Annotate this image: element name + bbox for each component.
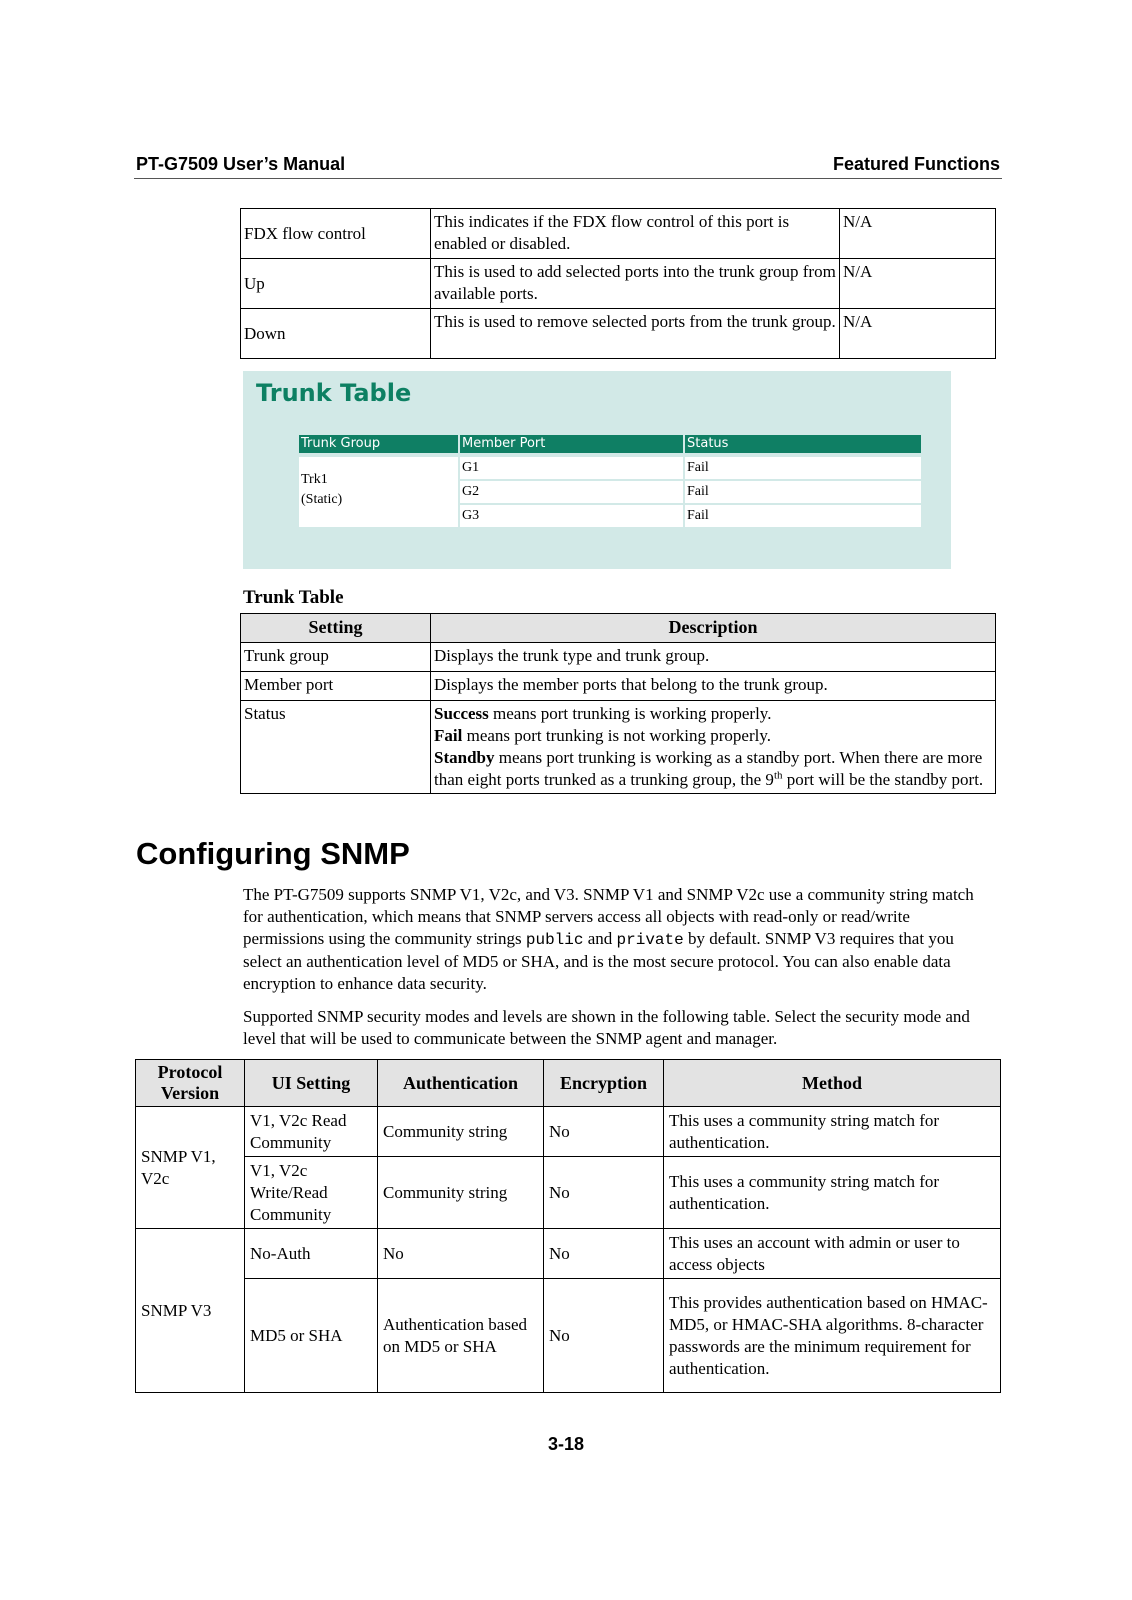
description-cell: This is used to add selected ports into the trunk group from available ports. (431, 259, 840, 309)
modes-paragraph: Supported SNMP security modes and levels are shown in the following table. Select the security mode and level that will be used to communicate between the SNMP agent and manager. (243, 1007, 970, 1048)
method-cell: This uses an account with admin or user to access objects (664, 1229, 1001, 1279)
method-cell: This uses a community string match for authentication. (664, 1107, 1001, 1157)
status-fail-line (434, 725, 992, 747)
table-row (241, 643, 996, 672)
trunk-table-screenshot (243, 371, 951, 569)
col-header-status: Status (685, 435, 921, 453)
encryption-cell: No (544, 1279, 664, 1393)
success-text: means port trunking is working properly. (488, 704, 772, 723)
default-cell: N/A (840, 259, 996, 309)
ui-setting-cell: No-Auth (245, 1229, 378, 1279)
header-rule (134, 178, 1002, 179)
col-header-encryption: Encryption (544, 1060, 664, 1107)
col-header-description: Description (431, 614, 996, 643)
authentication-cell: No (378, 1229, 544, 1279)
standby-text: means port trunking is working as a standby port. When there are more than eight ports trunked as a trunking group, the 9 (434, 748, 983, 789)
setting-cell: Status (241, 701, 431, 794)
trunk-group-name: Trk1 (301, 472, 328, 487)
description-cell: This is used to remove selected ports from the trunk group. (431, 309, 840, 359)
protocol-cell: SNMP V1, V2c (136, 1107, 245, 1229)
col-header-member-port: Member Port (460, 435, 683, 453)
ui-setting-cell: MD5 or SHA (245, 1279, 378, 1393)
col-header-setting: Setting (241, 614, 431, 643)
authentication-cell: Community string (378, 1107, 544, 1157)
member-port-cell: G2 (460, 481, 683, 503)
snmp-security-table (135, 1059, 1001, 1393)
authentication-cell: Authentication based on MD5 or SHA (378, 1279, 544, 1393)
method-cell: This provides authentication based on HMAC-MD5, or HMAC-SHA algorithms. 8-character passwords are the minimum requirement for authentication. (664, 1279, 1001, 1393)
method-cell: This uses a community string match for authentication. (664, 1157, 1001, 1229)
status-standby-line (434, 747, 992, 791)
default-cell: N/A (840, 309, 996, 359)
ui-setting-cell: V1, V2c Write/Read Community (245, 1157, 378, 1229)
status-success-line (434, 703, 992, 725)
setting-cell: Member port (241, 672, 431, 701)
col-header-authentication: Authentication (378, 1060, 544, 1107)
intro-text-b: by default. SNMP V3 requires that you select an authentication level of MD5 or SHA, and is the most secure protocol. You can also enable data encryption to enhance data security. (243, 929, 954, 993)
success-term: Success (434, 704, 489, 723)
status-cell: Fail (685, 505, 921, 527)
description-cell: Displays the member ports that belong to the trunk group. (431, 672, 996, 701)
standby-term: Standby (434, 748, 495, 767)
description-cell: Displays the trunk type and trunk group. (431, 643, 996, 672)
standby-text-end: port will be the standby port. (782, 770, 984, 789)
trunk-group-type: (Static) (301, 492, 343, 507)
encryption-cell: No (544, 1229, 664, 1279)
setting-cell: FDX flow control (241, 209, 431, 259)
intro-paragraph (243, 884, 995, 995)
status-cell: Fail (685, 481, 921, 503)
setting-cell: Trunk group (241, 643, 431, 672)
table-row (136, 1229, 1001, 1279)
table-row (241, 309, 996, 359)
manual-title: PT-G7509 User’s Manual (136, 154, 346, 174)
table-row (136, 1107, 1001, 1157)
section-title: Configuring SNMP (136, 836, 410, 871)
trunk-group-cell (299, 457, 458, 527)
chapter-title: Featured Functions (832, 154, 1000, 174)
setting-cell: Up (241, 259, 431, 309)
intro-text-and: and (583, 929, 617, 948)
col-header-trunk-group: Trunk Group (299, 435, 458, 453)
col-header-protocol: Protocol Version (136, 1060, 245, 1107)
description-cell: This indicates if the FDX flow control of this port is enabled or disabled. (431, 209, 840, 259)
ui-setting-cell: V1, V2c Read Community (245, 1107, 378, 1157)
encryption-cell: No (544, 1107, 664, 1157)
member-port-cell: G1 (460, 457, 683, 479)
authentication-cell: Community string (378, 1157, 544, 1229)
table-row (241, 209, 996, 259)
table-row (241, 701, 996, 794)
public-keyword: public (525, 931, 584, 949)
col-header-ui-setting: UI Setting (245, 1060, 378, 1107)
table-header-row (136, 1060, 1001, 1107)
description-cell (431, 701, 996, 794)
setting-cell: Down (241, 309, 431, 359)
trunk-settings-table (240, 208, 996, 359)
table-row (241, 259, 996, 309)
table-row (241, 672, 996, 701)
intro-text-a: The PT-G7509 supports SNMP V1, V2c, and V3. SNMP V1 and SNMP V2c use a community string match for authentication, which means that SNMP servers access all objects with read-only or read/write permissions using the community strings (243, 885, 974, 948)
fail-text: means port trunking is not working properly. (462, 726, 771, 745)
trunk-table-description (240, 613, 996, 794)
status-cell: Fail (685, 457, 921, 479)
table-caption: Trunk Table (243, 587, 344, 608)
table-header-row (241, 614, 996, 643)
encryption-cell: No (544, 1157, 664, 1229)
table-row (136, 1279, 1001, 1393)
table-row (136, 1157, 1001, 1229)
private-keyword: private (616, 931, 684, 949)
page-number: 3-18 (547, 1434, 585, 1454)
screenshot-title: Trunk Table (256, 379, 412, 407)
ordinal-suffix: th (773, 769, 783, 782)
col-header-method: Method (664, 1060, 1001, 1107)
protocol-cell: SNMP V3 (136, 1229, 245, 1393)
fail-term: Fail (434, 726, 463, 745)
default-cell: N/A (840, 209, 996, 259)
member-port-cell: G3 (460, 505, 683, 527)
